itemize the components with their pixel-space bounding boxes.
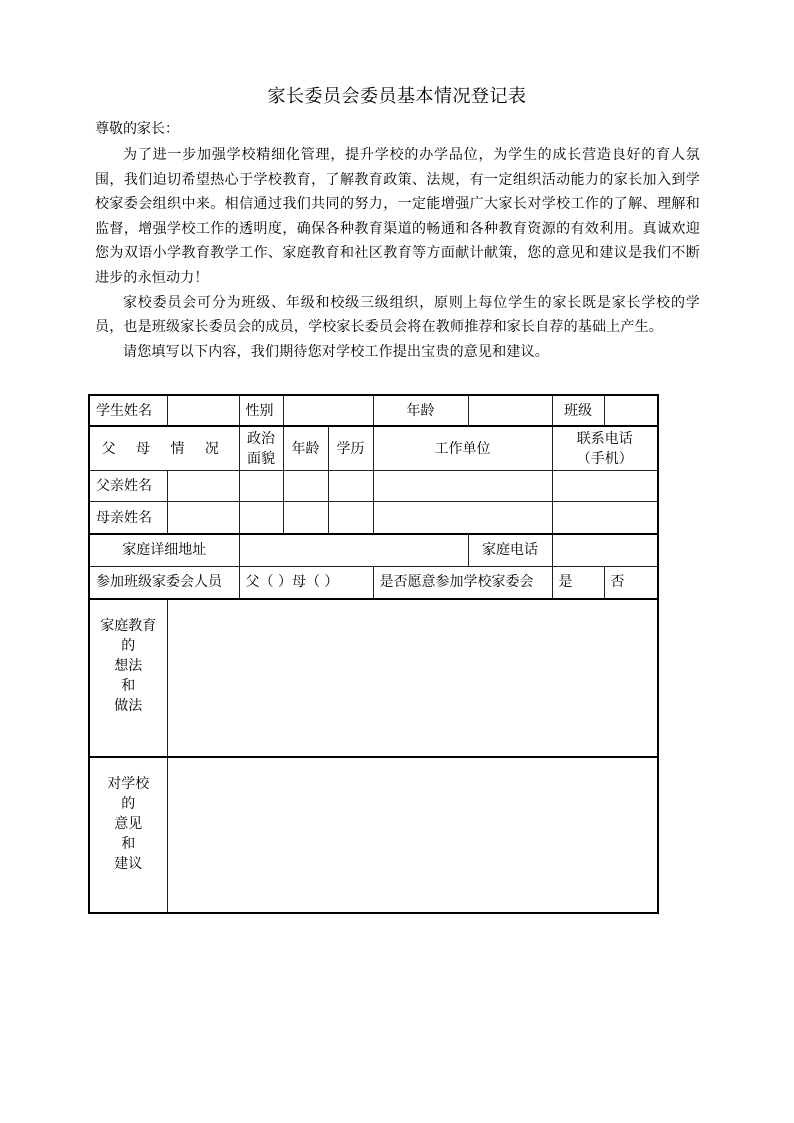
- contact-phone-label: [552, 426, 658, 470]
- contact-phone-label-line1: 联系电话: [576, 430, 633, 447]
- mother-name-label: 母亲姓名: [89, 502, 167, 534]
- letter-body: [95, 143, 700, 364]
- greeting: 尊敬的家长：: [95, 121, 179, 137]
- suggestions-label-line: 建议: [114, 855, 143, 872]
- class-committee-label: 参加班级家委会人员: [89, 566, 239, 598]
- letter-paragraph: 请您填写以下内容，我们期待您对学校工作提出宝贵的意见和建议。: [123, 343, 549, 360]
- father-political-status-field[interactable]: [239, 471, 283, 502]
- father-phone-field[interactable]: [552, 471, 658, 502]
- registration-table: [88, 394, 659, 914]
- mother-phone-field[interactable]: [552, 502, 658, 534]
- home-phone-label: 家庭电话: [468, 534, 552, 566]
- no-option[interactable]: 否: [604, 566, 658, 598]
- father-name-label: 父亲姓名: [89, 471, 167, 502]
- mother-workplace-field[interactable]: [373, 502, 552, 534]
- father-age-field[interactable]: [283, 471, 328, 502]
- home-phone-field[interactable]: [552, 534, 658, 566]
- suggestions-field[interactable]: [167, 757, 658, 913]
- age-label: 年龄: [373, 395, 468, 426]
- family-education-label-line: 想法: [114, 657, 143, 674]
- home-address-label: 家庭详细地址: [89, 534, 239, 566]
- suggestions-label-line: 对学校: [107, 775, 150, 792]
- father-education-field[interactable]: [328, 471, 373, 502]
- student-name-label: 学生姓名: [89, 395, 167, 426]
- age-field[interactable]: [468, 395, 552, 426]
- parent-age-label: 年龄: [283, 426, 328, 470]
- suggestions-label-line: 意见: [114, 815, 143, 832]
- father-name-field[interactable]: [167, 471, 239, 502]
- student-name-field[interactable]: [167, 395, 239, 426]
- father-workplace-field[interactable]: [373, 471, 552, 502]
- mother-age-field[interactable]: [283, 502, 328, 534]
- political-status-label-line2: 面貌: [247, 450, 275, 467]
- school-committee-question: 是否愿意参加学校家委会: [373, 566, 552, 598]
- parents-info-label: 父 母 情 况: [89, 426, 239, 470]
- letter-paragraph: 家校委员会可分为班级、年级和校级三级组织，原则上每位学生的家长既是家长学校的学员，也是班级家长委员会的成员，学校家长委员会将在教师推荐和家长自荐的基础上产生。: [95, 294, 700, 336]
- page-title: 家长委员会委员基本情况登记表: [267, 86, 527, 107]
- workplace-label: 工作单位: [373, 426, 552, 470]
- political-status-label: [239, 426, 283, 470]
- suggestions-label-line: 的: [121, 795, 136, 812]
- class-field[interactable]: [604, 395, 658, 426]
- family-education-label-line: 的: [121, 637, 136, 654]
- class-label: 班级: [552, 395, 604, 426]
- letter-paragraph: 为了进一步加强学校精细化管理，提升学校的办学品位，为学生的成长营造良好的育人氛围，我们迫切希望热心于学校教育，了解教育政策、法规，有一定组织活动能力的家长加入到学校家委会组织中来。相信通过我们共同的努力，一定能增强广大家长对学校工作的了解、理解和监督，增强学校工作的透明度，确保各种教育渠道的畅通和各种教育资源的有效利用。真诚欢迎您为双语小学教育教学工作、家庭教育和社区教育等方面献计献策，您的意见和建议是我们不断进步的永恒动力！: [95, 147, 700, 286]
- contact-phone-label-line2: （手机）: [576, 450, 633, 467]
- mother-education-field[interactable]: [328, 502, 373, 534]
- mother-name-field[interactable]: [167, 502, 239, 534]
- family-education-label-line: 做法: [114, 697, 143, 714]
- family-education-label-line: 家庭教育: [100, 617, 157, 634]
- family-education-field[interactable]: [167, 599, 658, 757]
- political-status-label-line1: 政治: [247, 430, 275, 447]
- gender-field[interactable]: [283, 395, 373, 426]
- home-address-field[interactable]: [239, 534, 468, 566]
- suggestions-label: [89, 757, 167, 913]
- yes-option[interactable]: 是: [552, 566, 604, 598]
- education-label: 学历: [328, 426, 373, 470]
- family-education-label-line: 和: [121, 677, 136, 694]
- family-education-label: [89, 599, 167, 757]
- suggestions-label-line: 和: [121, 835, 136, 852]
- gender-label: 性别: [239, 395, 283, 426]
- mother-political-status-field[interactable]: [239, 502, 283, 534]
- class-committee-options[interactable]: 父（ ）母（ ）: [239, 566, 373, 598]
